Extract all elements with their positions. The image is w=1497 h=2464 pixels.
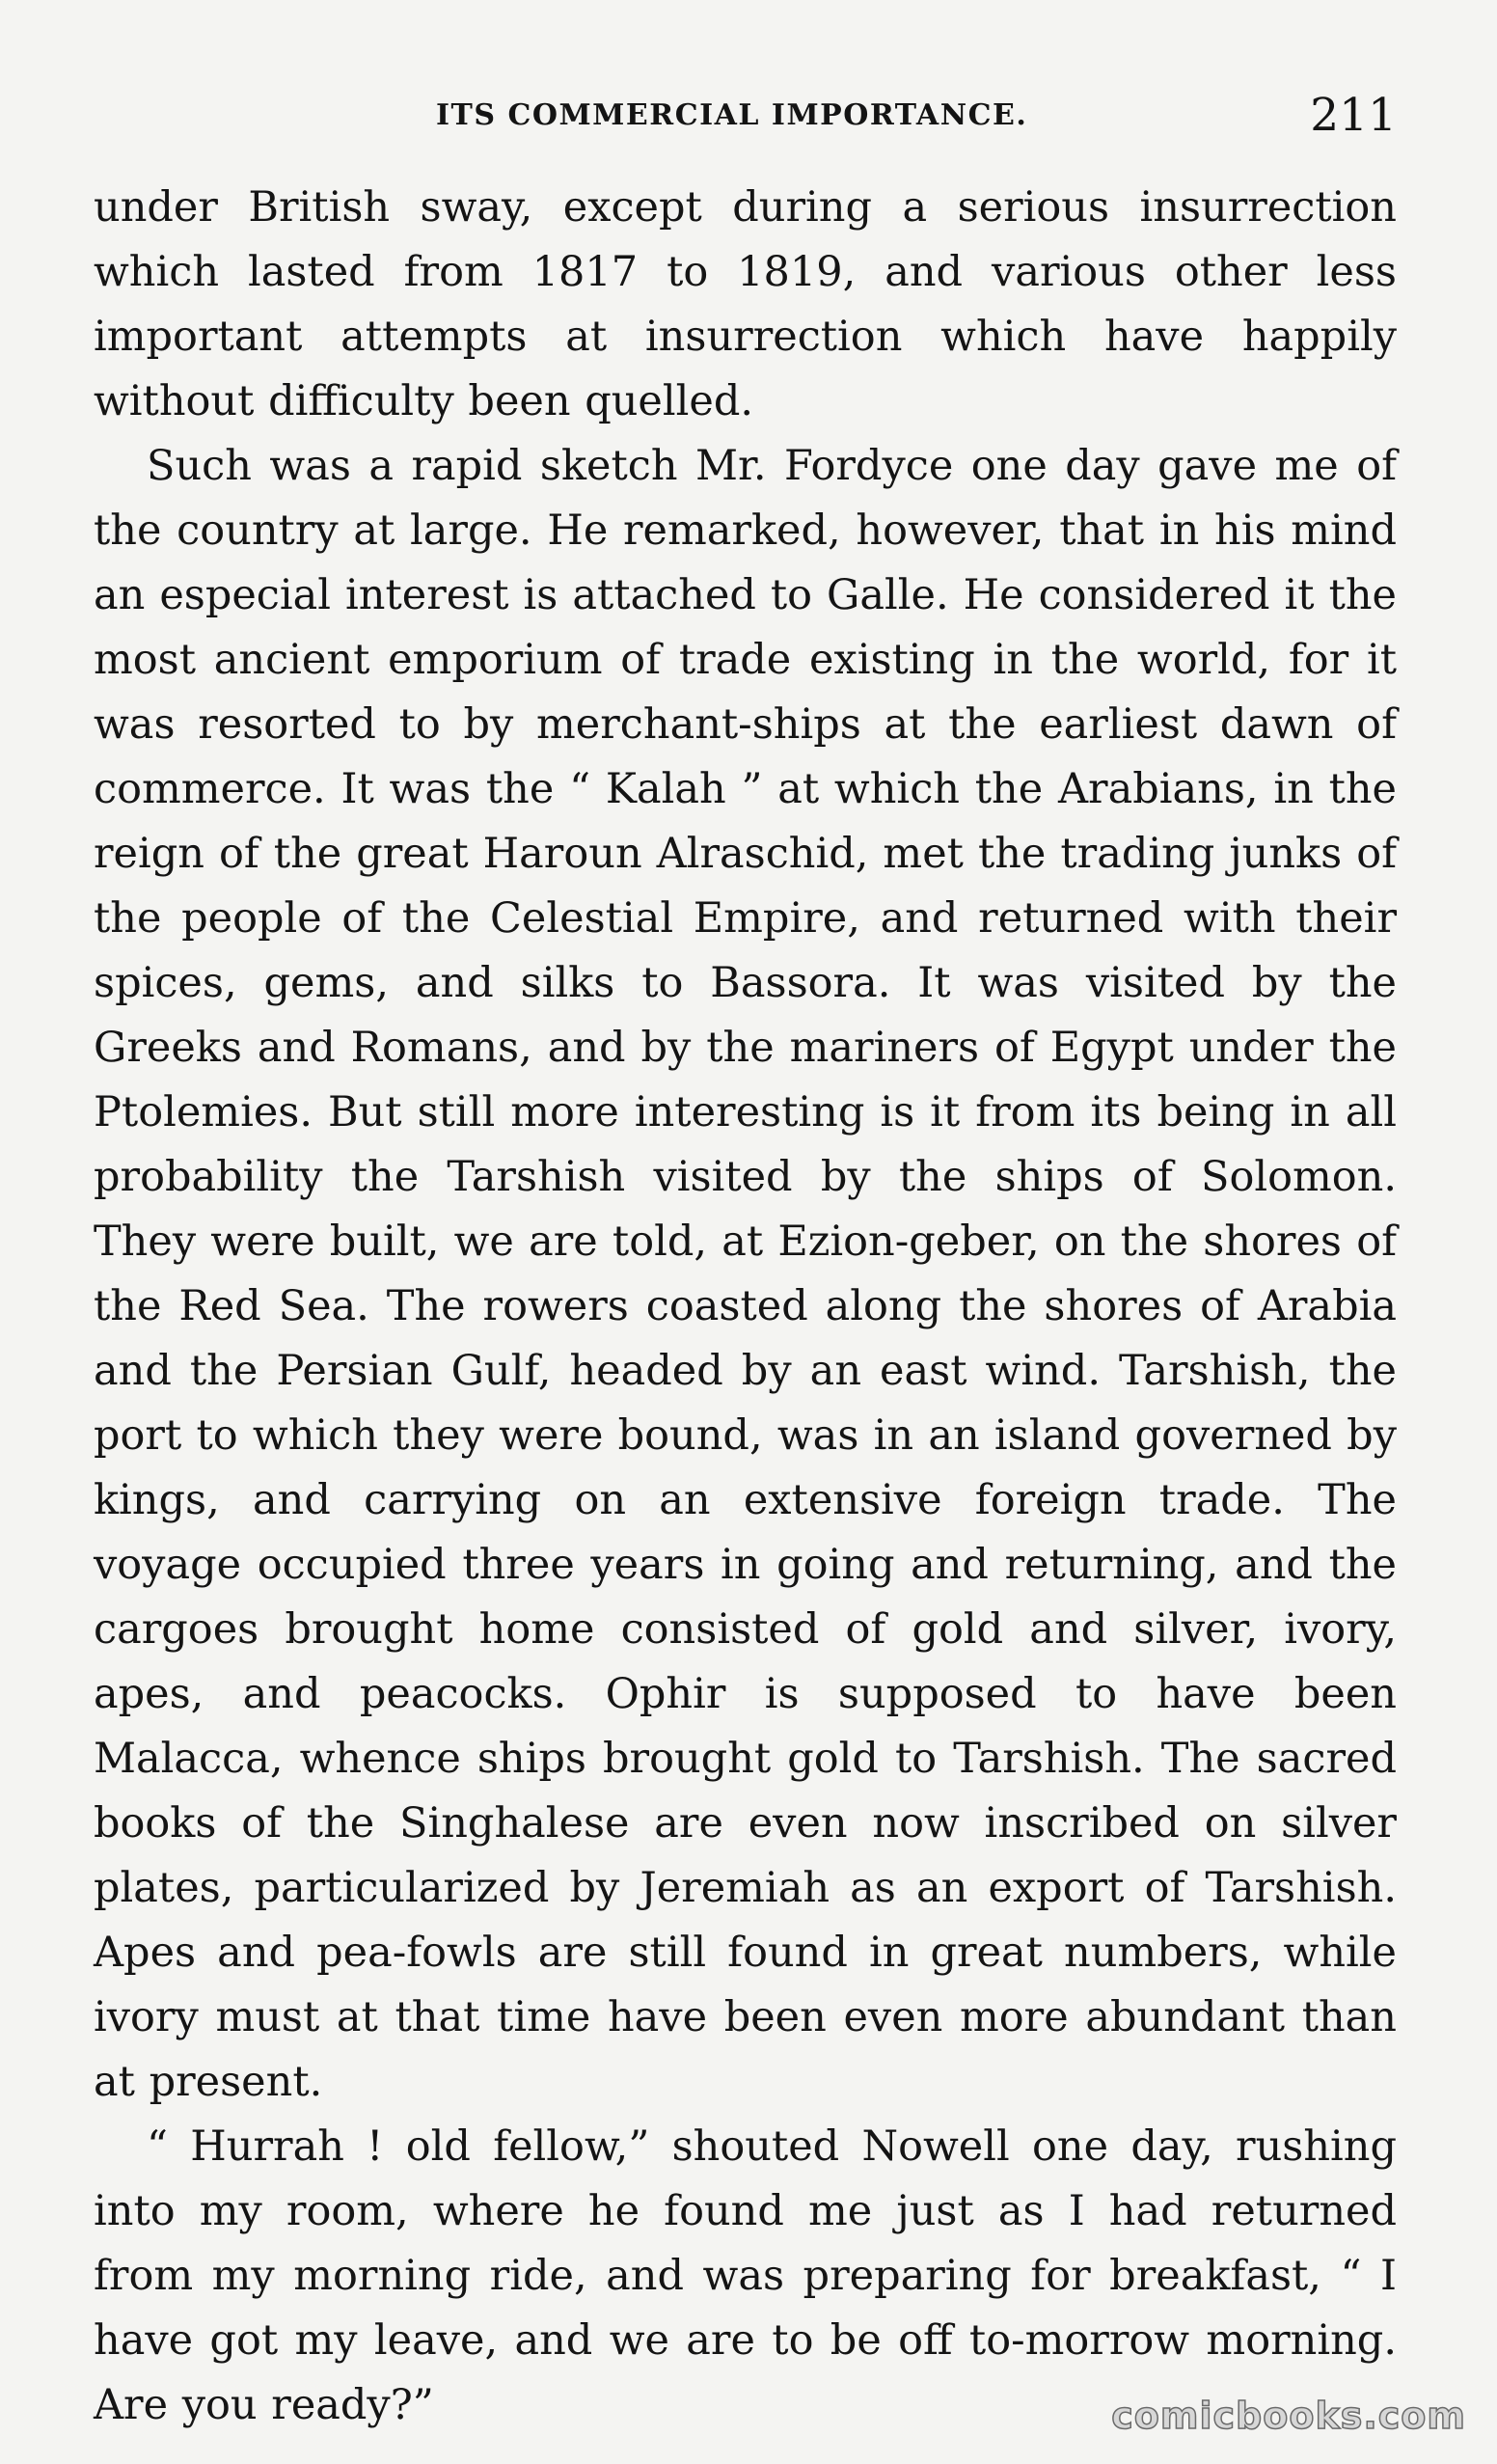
paragraph-continuation: under British sway, except during a serious insurrection which lasted from 1817 to 1819, and various other less important attempts at insurrection which have happily without difficulty been quelled. — [94, 183, 1397, 425]
paragraph-galle-history: Such was a rapid sketch Mr. Fordyce one day gave me of the country at large. He remarked, however, that in his mind an especial interest is attached to Galle. He considered it the most ancient emporium of trade existing in the world, for it was resorted to by merchant-ships at the earliest dawn of commerce. It was the “ Kalah ” at which the Arabians, in the reign of the great Haroun Alraschid, met the trading junks of the people of the Celestial Empire, and returned with their spices, gems, and silks to Bassora. It was visited by the Greeks and Romans, and by the mariners of Egypt under the Ptolemies. But still more interesting is it from its being in all probability the Tarshish visited by the ships of Solomon. They were built, we are told, at Ezion-geber, on the shores of the Red Sea. The rowers coasted along the shores of Arabia and the Persian Gulf, headed by an east wind. Tarshish, the port to which they were bound, was in an island governed by kings, and carrying on an extensive foreign trade. The voyage occupied three years in going and returning, and the cargoes brought home consisted of gold and silver, ivory, apes, and peacocks. Ophir is supposed to have been Malacca, whence ships brought gold to Tarshish. The sacred books of the Singhalese are even now inscribed on silver plates, particularized by Jeremiah as an export of Tarshish. Apes and pea-fowls are still found in great numbers, while ivory must at that time have been even more abundant than at present. — [94, 442, 1397, 2106]
watermark-logo: comicbooks.com — [1111, 2395, 1466, 2437]
paragraph-nowell-dialogue: “ Hurrah ! old fellow,” shouted Nowell one day, rushing into my room, where he found me just as I had returned from my morning ride, and was preparing for breakfast, “ I have got my leave, and we are to be off to-morrow morning. Are you ready?” — [94, 2122, 1397, 2429]
body-text — [94, 176, 1397, 2438]
running-title: ITS COMMERCIAL IMPORTANCE. — [436, 98, 1028, 132]
running-head — [94, 89, 1397, 149]
page-number: 211 — [1310, 89, 1397, 142]
